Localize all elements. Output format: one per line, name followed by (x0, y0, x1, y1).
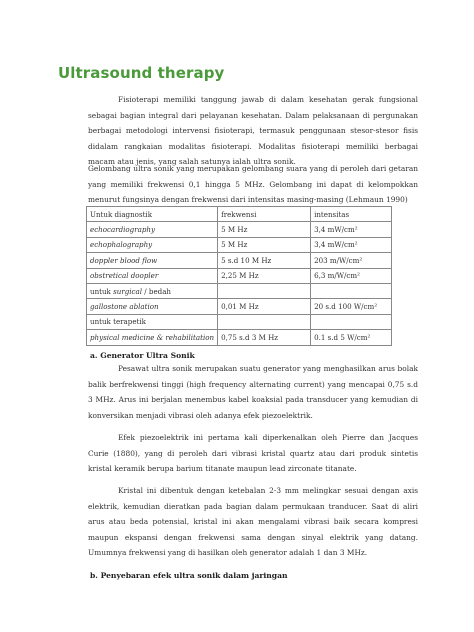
page-title: Ultrasound therapy (58, 64, 225, 82)
intro-paragraph: Fisioterapi memiliki tanggung jawab di dalam kesehatan gerak fungsional sebagai bagian integral dari pelayanan kesehatan. Dalam pelaksanaan di pergunakan berbagai metodologi intervensi fisioterapi, termasuk penggunaan stesor-stesor fisis didalam rangkaian modalitas fisioterapi. Modalitas fisioterapi memiliki berbagai macam atau jenis, yang salah satunya ialah ultra sonik. (88, 95, 418, 166)
table-cell: 0,75 s.d 3 M Hz (218, 330, 311, 345)
section-label-italic: surgical (113, 286, 143, 296)
table-cell: echocardiography (87, 222, 218, 237)
table-cell (311, 283, 392, 298)
table-section-cell (87, 283, 218, 298)
table-cell: 0.1 s.d 5 W/cm² (311, 330, 392, 345)
table-row (87, 283, 392, 298)
table-cell (218, 283, 311, 298)
table-header-row (87, 207, 392, 222)
generator-paragraph: Pesawat ultra sonik merupakan suatu generator yang menghasilkan arus bolak balik berfrekwensi tinggi (high frequency alternating current) yang mencapai 0,75 s.d 3 MHz. Arus ini berjalan menembus kabel koaksial pada transducer yang kemudian di konversikan menjadi vibrasi oleh adanya efek piezoelektrik. (88, 364, 418, 420)
table-cell: 6,3 m/W/cm² (311, 268, 392, 283)
table-row (87, 268, 392, 283)
table-cell: physical medicine & rehabilitation (87, 330, 218, 345)
table-cell: 2,25 M Hz (218, 268, 311, 283)
piezoelectric-paragraph: Efek piezoelektrik ini pertama kali diperkenalkan oleh Pierre dan Jacques Curie (1880), yang di peroleh dari vibrasi kristal quartz atau dari produk sintetis kristal keramik berupa barium titanate maupun lead zirconate titanate. (88, 433, 418, 473)
table-row (87, 253, 392, 268)
table-cell: gallostone ablation (87, 299, 218, 314)
table-cell: echophalography (87, 237, 218, 252)
table-cell: 3,4 mW/cm² (311, 222, 392, 237)
table-cell: 203 m/W/cm² (311, 253, 392, 268)
section-label-prefix: untuk (90, 286, 114, 296)
section-heading-propagation: b. Penyebaran efek ultra sonik dalam jaringan (90, 571, 288, 580)
table-cell: 3,4 mW/cm² (311, 237, 392, 252)
ultrasonic-wave-paragraph: Gelombang ultra sonik yang merupakan gelombang suara yang di peroleh dari getaran yang memiliki frekwensi 0,1 hingga 5 MHz. Gelombang ini dapat di kelompokkan menurut fungsinya dengan frekwensi dari intensitas masing-masing (Lehmaun 1990) (88, 164, 418, 204)
table-cell (311, 314, 392, 329)
crystal-paragraph: Kristal ini dibentuk dengan ketebalan 2-3 mm melingkar sesuai dengan axis elektrik, kemudian dieratkan pada bagian dalam permukaan tranducer. Saat di aliri arus atau beda potensial, kristal ini akan mengalami vibrasi baik secara kompresi maupun ekspansi dengan frekwensi sama dengan sinyal elektrik yang datang. Umumnya frekwensi yang di hasilkan oleh generator adalah 1 dan 3 MHz. (88, 486, 418, 557)
table-header-cell: Untuk diagnostik (87, 207, 218, 222)
table-cell: 5 s.d 10 M Hz (218, 253, 311, 268)
table-cell: doppler blood flow (87, 253, 218, 268)
frequency-intensity-table (86, 206, 392, 346)
table-cell: 5 M Hz (218, 237, 311, 252)
table-cell (218, 314, 311, 329)
section-heading-generator: a. Generator Ultra Sonik (90, 351, 195, 360)
table-row (87, 330, 392, 345)
table-row (87, 237, 392, 252)
table-section-cell: untuk terapetik (87, 314, 218, 329)
table-cell: obstretical doopler (87, 268, 218, 283)
section-label-suffix: / bedah (142, 286, 171, 296)
table-row (87, 299, 392, 314)
table-header-cell: intensitas (311, 207, 392, 222)
table-cell: 5 M Hz (218, 222, 311, 237)
table-cell: 20 s.d 100 W/cm² (311, 299, 392, 314)
table-row (87, 314, 392, 329)
table-header-cell: frekwensi (218, 207, 311, 222)
table-row (87, 222, 392, 237)
table-cell: 0,01 M Hz (218, 299, 311, 314)
